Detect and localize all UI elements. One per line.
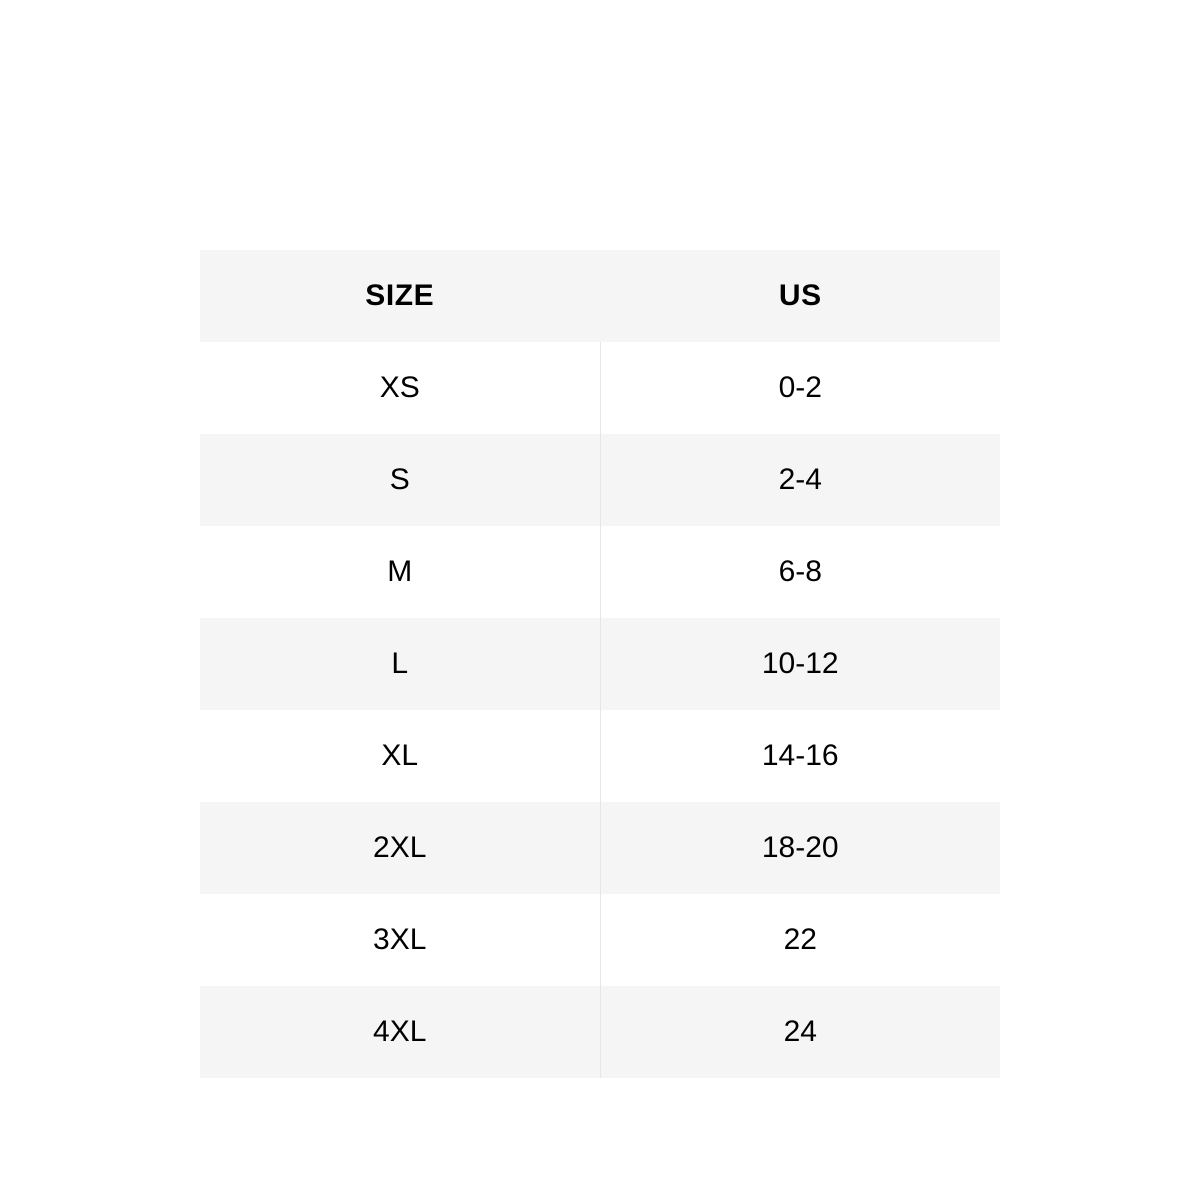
cell-size: M bbox=[200, 526, 600, 618]
cell-size: 2XL bbox=[200, 802, 600, 894]
cell-size: XL bbox=[200, 710, 600, 802]
table-header bbox=[200, 250, 1000, 342]
table-row bbox=[200, 434, 1000, 526]
cell-size: 4XL bbox=[200, 986, 600, 1078]
table-row bbox=[200, 526, 1000, 618]
cell-size: XS bbox=[200, 342, 600, 434]
table-row bbox=[200, 710, 1000, 802]
cell-us: 10-12 bbox=[600, 618, 1000, 710]
table-body bbox=[200, 342, 1000, 1078]
cell-us: 0-2 bbox=[600, 342, 1000, 434]
cell-size: 3XL bbox=[200, 894, 600, 986]
size-chart-container bbox=[200, 250, 1000, 1078]
cell-size: S bbox=[200, 434, 600, 526]
cell-us: 22 bbox=[600, 894, 1000, 986]
table-row bbox=[200, 618, 1000, 710]
column-header-size: SIZE bbox=[200, 250, 600, 342]
table-row bbox=[200, 986, 1000, 1078]
cell-size: L bbox=[200, 618, 600, 710]
cell-us: 14-16 bbox=[600, 710, 1000, 802]
cell-us: 24 bbox=[600, 986, 1000, 1078]
table-row bbox=[200, 894, 1000, 986]
cell-us: 18-20 bbox=[600, 802, 1000, 894]
column-header-us: US bbox=[600, 250, 1000, 342]
table-row bbox=[200, 342, 1000, 434]
table-header-row bbox=[200, 250, 1000, 342]
cell-us: 6-8 bbox=[600, 526, 1000, 618]
cell-us: 2-4 bbox=[600, 434, 1000, 526]
size-chart-table bbox=[200, 250, 1000, 1078]
table-row bbox=[200, 802, 1000, 894]
